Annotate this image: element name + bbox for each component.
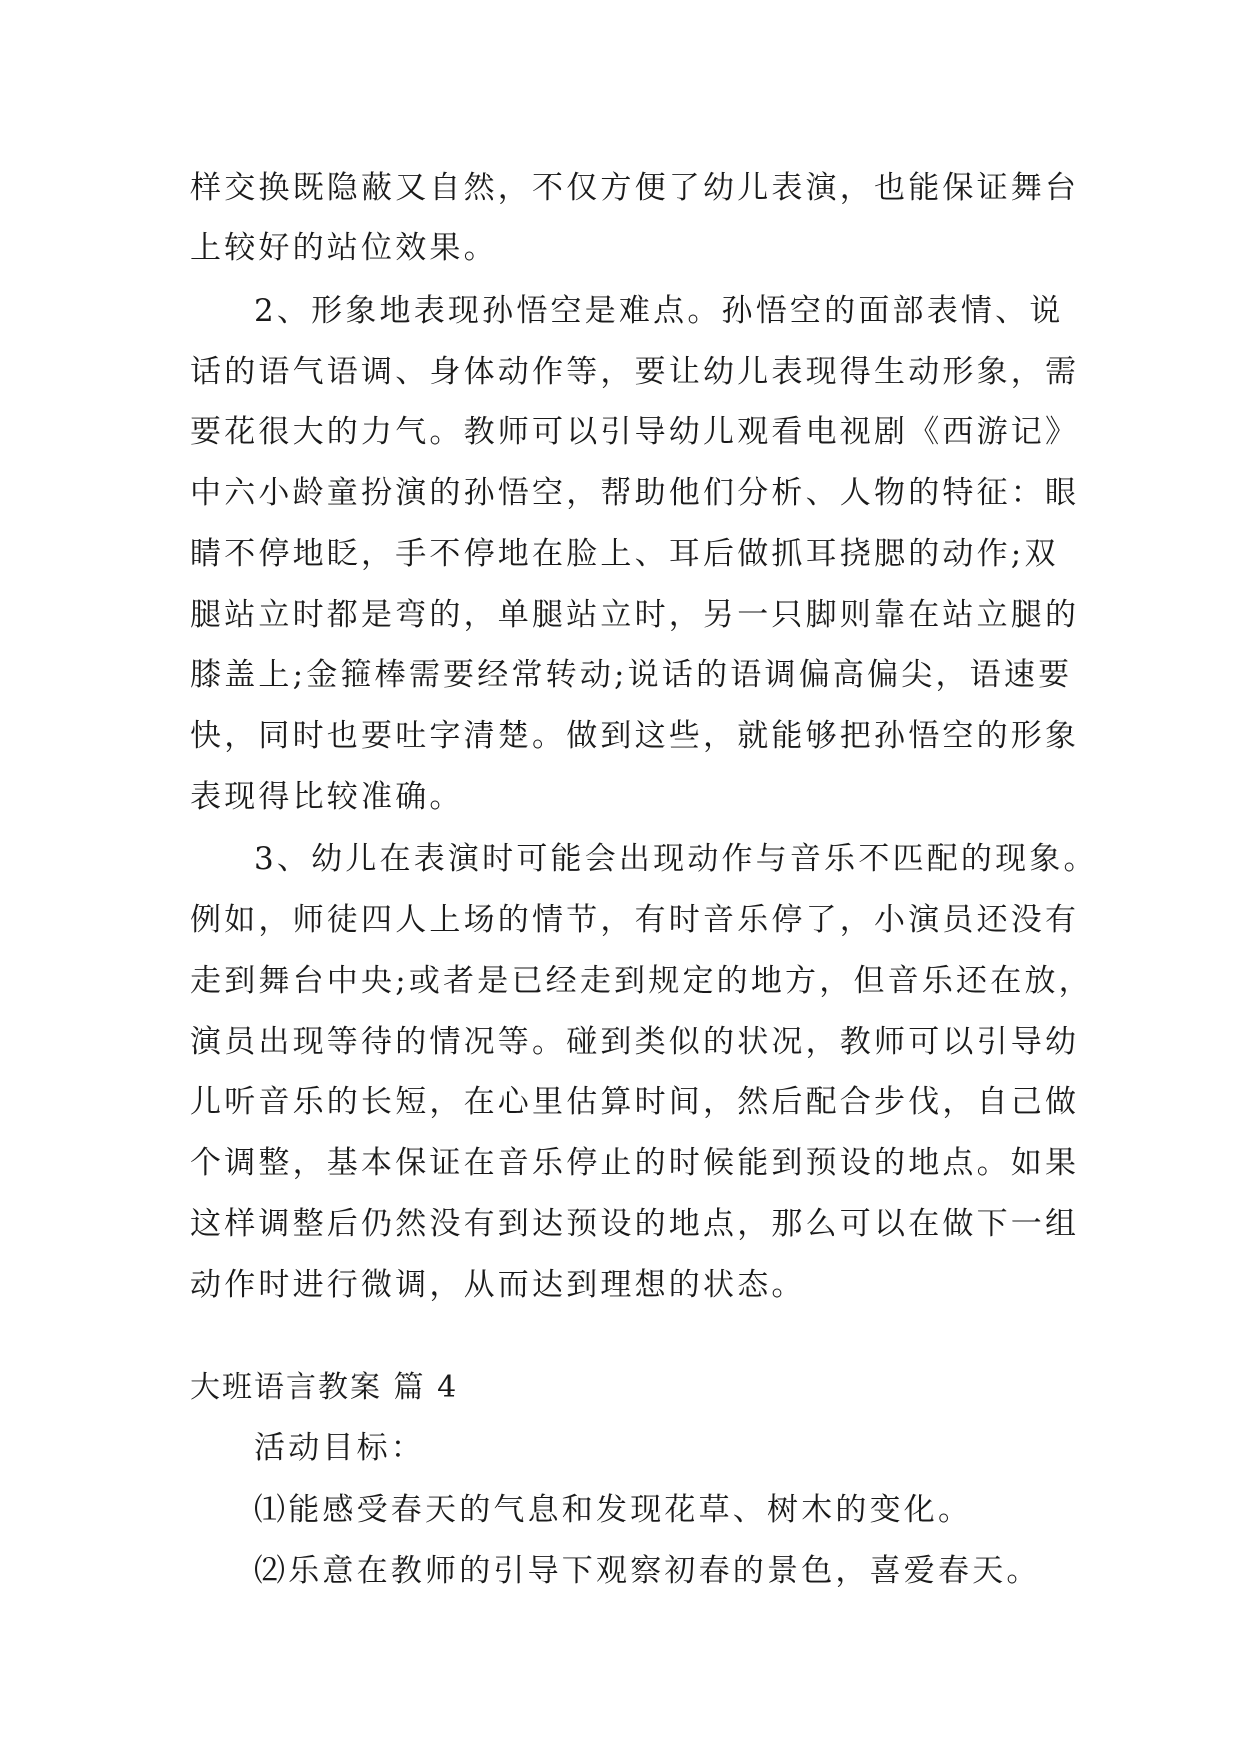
paragraph-line: 3、幼儿在表演时可能会出现动作与音乐不匹配的现象。 <box>254 841 1098 877</box>
paragraph-line: 2、形象地表现孙悟空是难点。孙悟空的面部表情、说 <box>254 293 1064 329</box>
paragraph-line: 话的语气语调、身体动作等，要让幼儿表现得生动形象，需 <box>190 354 1080 390</box>
paragraph-line: 膝盖上;金箍棒需要经常转动;说话的语调偏高偏尖，语速要 <box>190 657 1073 693</box>
paragraph-line: 中六小龄童扮演的孙悟空，帮助他们分析、人物的特征：眼 <box>190 475 1080 511</box>
goal-item-2: ⑵乐意在教师的引导下观察初春的景色，喜爱春天。 <box>254 1553 1041 1589</box>
paragraph-line: 腿站立时都是弯的，单腿站立时，另一只脚则靠在站立腿的 <box>190 597 1080 633</box>
paragraph-line: 表现得比较准确。 <box>190 779 464 815</box>
paragraph-line: 上较好的站位效果。 <box>190 230 498 266</box>
paragraph-line: 快，同时也要吐字清楚。做到这些，就能够把孙悟空的形象 <box>190 718 1080 754</box>
paragraph-line: 样交换既隐蔽又自然，不仅方便了幼儿表演，也能保证舞台 <box>190 170 1080 206</box>
goals-label: 活动目标： <box>254 1430 425 1466</box>
paragraph-line: 走到舞台中央;或者是已经走到规定的地方，但音乐还在放， <box>190 963 1093 999</box>
paragraph-line: 动作时进行微调，从而达到理想的状态。 <box>190 1267 806 1303</box>
paragraph-line: 要花很大的力气。教师可以引导幼儿观看电视剧《西游记》 <box>190 414 1080 450</box>
goal-item-1: ⑴能感受春天的气息和发现花草、树木的变化。 <box>254 1492 973 1528</box>
paragraph-line: 儿听音乐的长短，在心里估算时间，然后配合步伐，自己做 <box>190 1084 1080 1120</box>
section-heading: 大班语言教案 篇 4 <box>190 1370 459 1405</box>
paragraph-line: 演员出现等待的情况等。碰到类似的状况，教师可以引导幼 <box>190 1024 1080 1060</box>
paragraph-line: 睛不停地眨，手不停地在脸上、耳后做抓耳挠腮的动作;双 <box>190 536 1059 572</box>
paragraph-line: 例如，师徒四人上场的情节，有时音乐停了，小演员还没有 <box>190 902 1080 938</box>
paragraph-line: 个调整，基本保证在音乐停止的时候能到预设的地点。如果 <box>190 1145 1080 1181</box>
paragraph-line: 这样调整后仍然没有到达预设的地点，那么可以在做下一组 <box>190 1206 1080 1242</box>
